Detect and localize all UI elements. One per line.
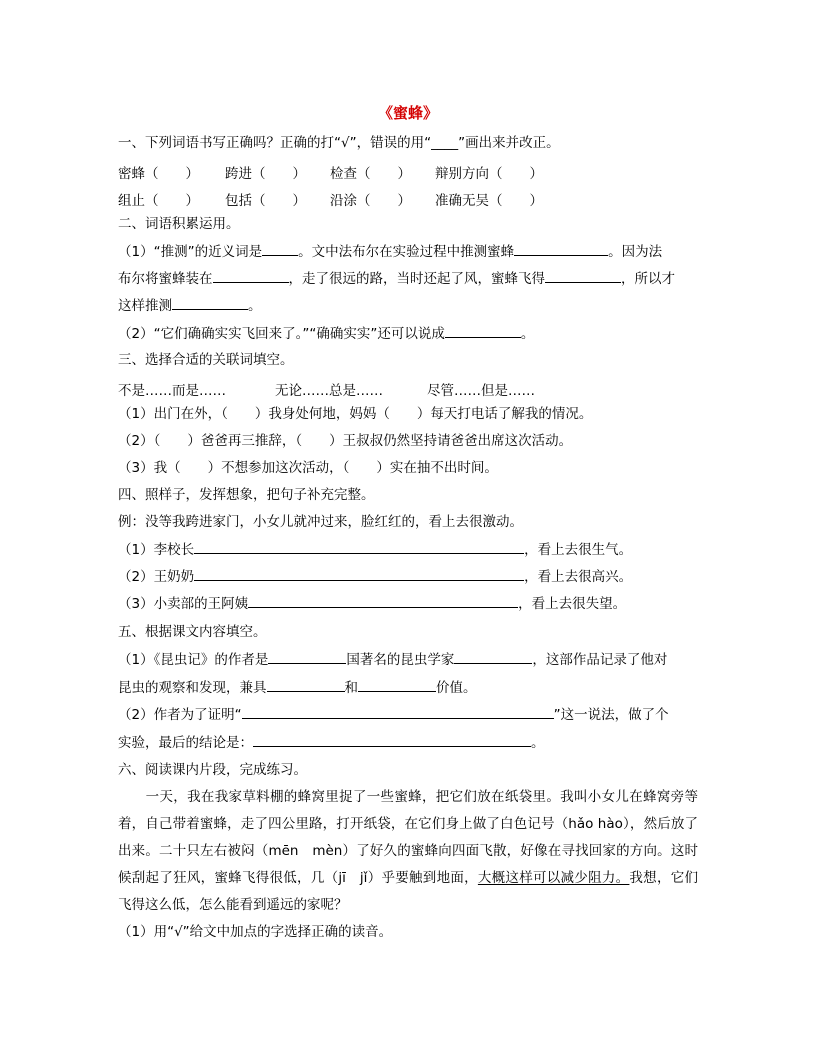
text: （1）“推测”的近义词是 [118, 244, 263, 260]
text: （2）作者为了证明“ [118, 707, 242, 723]
text: 国著名的昆虫学家 [346, 652, 455, 668]
s6-question-1: （1）用“√”给文中加点的字选择正确的读音。 [118, 924, 393, 940]
s3-option: 尽管……但是…… [427, 383, 535, 399]
s1-item: 组止（ ） [118, 193, 199, 209]
text: （3）小卖部的王阿姨 [118, 596, 249, 612]
s1-item: 沿涂（ ） [330, 193, 411, 209]
s4-question-2 [118, 568, 632, 585]
s1-item: 跨进（ ） [225, 166, 306, 182]
blank[interactable] [267, 679, 345, 692]
section-1-heading: 一、下列词语书写正确吗？正确的打“√”，错误的用“____”画出来并改正。 [118, 135, 560, 151]
section-3-heading: 三、选择合适的关联词填空。 [118, 352, 294, 368]
text: 这样推测 [118, 298, 172, 314]
text: 。文中法布尔在实验过程中推测蜜蜂 [298, 244, 515, 260]
text: ”这一说法，做了个 [553, 707, 669, 723]
section-2-heading: 二、词语积累运用。 [118, 216, 240, 232]
s4-question-1 [118, 541, 632, 558]
text: （2）“它们确确实实飞回来了。”“确确实实”还可以说成 [118, 326, 445, 342]
blank[interactable] [242, 706, 554, 719]
s4-question-3 [118, 595, 626, 612]
blank[interactable] [194, 541, 524, 554]
text: （2）王奶奶 [118, 569, 195, 585]
s3-option: 不是……而是…… [118, 383, 226, 399]
section-5-heading: 五、根据课文内容填空。 [118, 624, 267, 640]
text: 实验，最后的结论是： [118, 735, 253, 751]
s1-item: 准确无吴（ ） [435, 193, 543, 209]
text: ，这部作品记录了他对 [532, 652, 668, 668]
s1-item: 检查（ ） [330, 166, 411, 182]
blank[interactable] [445, 325, 521, 338]
blank[interactable] [194, 568, 524, 581]
worksheet-title: 《蜜蜂》 [377, 104, 438, 122]
text: 价值。 [436, 680, 477, 696]
s1-item: 辩别方向（ ） [435, 166, 543, 182]
text: （1）《昆虫记》的作者是 [118, 652, 269, 668]
text: 。 [248, 298, 262, 314]
text: 布尔将蜜蜂装在 [118, 271, 213, 287]
blank[interactable] [454, 651, 532, 664]
s5-question-2-line-1 [118, 706, 669, 723]
s3-question-2: （2）（ ）爸爸再三推辞，（ ）王叔叔仍然坚持请爸爸出席这次活动。 [118, 433, 573, 449]
blank[interactable] [545, 270, 621, 283]
s3-question-1: （1）出门在外，（ ）我身处何地，妈妈（ ）每天打电话了解我的情况。 [118, 406, 593, 422]
text: ，看上去很生气。 [524, 542, 633, 558]
passage-underlined-sentence: 大概这样可以减少阻力。 [477, 870, 630, 886]
s4-example: 例：没等我跨进家门，小女儿就冲过来，脸红红的，看上去很激动。 [118, 514, 523, 530]
text: 。 [531, 735, 545, 751]
text: 。 [520, 326, 535, 342]
reading-passage [118, 784, 698, 919]
blank[interactable] [268, 651, 346, 664]
s2-question-1-line-3 [118, 297, 262, 314]
s2-question-1-line-2 [118, 270, 675, 287]
text: 和 [344, 680, 358, 696]
passage-text-end: 我想，它们飞得这么低，怎么能看到遥远的家呢？ [118, 870, 698, 913]
text: 昆虫的观察和发现，兼具 [118, 680, 267, 696]
blank[interactable] [514, 243, 608, 256]
blank[interactable] [358, 679, 436, 692]
section-4-heading: 四、照样子，发挥想象，把句子补充完整。 [118, 487, 375, 503]
text: 。因为法 [608, 244, 663, 260]
s5-question-2-line-2 [118, 734, 545, 751]
s5-question-1-line-1 [118, 651, 667, 668]
text: ，看上去很失望。 [518, 596, 627, 612]
s1-item: 密蜂（ ） [118, 166, 199, 182]
text: ，走了很远的路，当时还起了风，蜜蜂飞得 [288, 271, 545, 287]
s3-option: 无论……总是…… [275, 383, 383, 399]
blank[interactable] [172, 297, 248, 310]
blank[interactable] [262, 243, 298, 256]
s2-question-2 [118, 325, 534, 342]
section-6-heading: 六、阅读课内片段，完成练习。 [118, 762, 307, 778]
text: ，看上去很高兴。 [524, 569, 633, 585]
blank[interactable] [248, 595, 518, 608]
blank[interactable] [213, 270, 289, 283]
s1-item: 包括（ ） [225, 193, 306, 209]
s2-question-1-line-1 [118, 243, 662, 260]
s5-question-1-line-2 [118, 679, 477, 696]
text: ，所以才 [621, 271, 675, 287]
blank[interactable] [253, 734, 531, 747]
text: （1）李校长 [118, 542, 195, 558]
s3-question-3: （3）我（ ）不想参加这次活动，（ ）实在抽不出时间。 [118, 460, 498, 476]
passage-text: 一天，我在我家草料棚的蜂窝里捉了一些蜜蜂，把它们放在纸袋里。我叫小女儿在蜂窝旁等着，自己带着蜜蜂，走了四公里路，打开纸袋，在它们身上做了白色记号（hǎo hào），然后放了出来。二十只左右被闷（mēn mèn）了好久的蜜蜂向四面飞散，好像在寻找回家的方向。这时候刮起了狂风，蜜蜂飞得很低，几（jī jǐ）乎要触到地面， [118, 789, 698, 886]
